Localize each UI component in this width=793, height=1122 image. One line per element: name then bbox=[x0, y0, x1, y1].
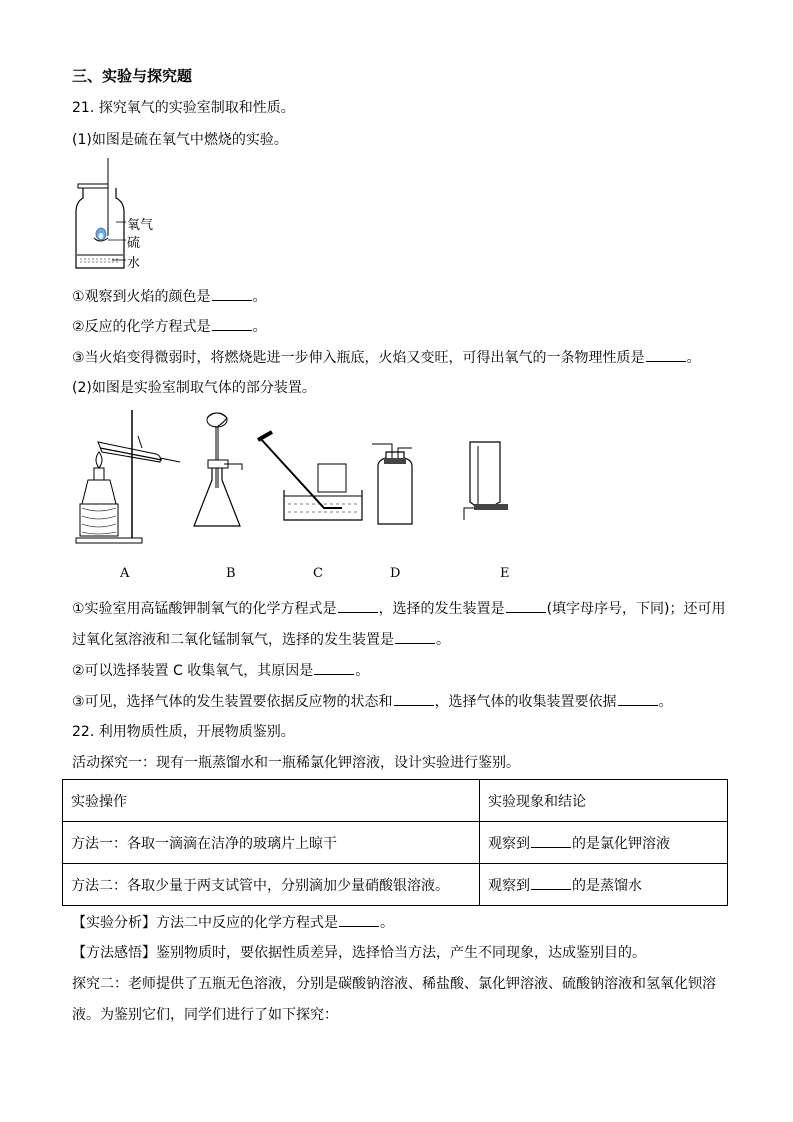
section-title: 三、实验与探究题 bbox=[72, 67, 193, 85]
q21-p1-q2 bbox=[72, 316, 267, 337]
oxygen-label: 氧气 bbox=[127, 218, 154, 233]
q22-analysis-text: 【实验分析】方法二中反应的化学方程式是 bbox=[72, 915, 338, 931]
result-text: 观察到 bbox=[488, 877, 530, 894]
q21-p1-q1-text: ①观察到火焰的颜色是 bbox=[72, 289, 211, 305]
apparatus-label-e: E bbox=[500, 566, 510, 581]
q21-p1-q3-end: 。 bbox=[686, 350, 701, 366]
table-header: 实验现象和结论 bbox=[480, 780, 728, 822]
answer-blank[interactable] bbox=[212, 286, 252, 301]
apparatus-e bbox=[464, 442, 508, 520]
apparatus-label-a: A bbox=[120, 566, 130, 581]
q21-p2-q3-end: 。 bbox=[658, 694, 673, 710]
q21-p2-q3 bbox=[72, 691, 673, 712]
table-cell bbox=[480, 864, 728, 906]
q21-p2-q3-text-b: ，选择气体的收集装置要依据 bbox=[434, 694, 617, 710]
apparatus-a bbox=[76, 410, 180, 543]
result-text: 观察到 bbox=[488, 835, 530, 852]
q21-p1-q1-end: 。 bbox=[252, 289, 267, 305]
answer-blank[interactable] bbox=[395, 629, 435, 644]
apparatus-d bbox=[372, 444, 412, 524]
apparatus-label-c: C bbox=[313, 566, 323, 581]
q21-p1-q2-text: ②反应的化学方程式是 bbox=[72, 319, 211, 335]
q21-p2-q1-cont-text: 过氧化氢溶液和二氧化锰制氧气，选择的发生装置是 bbox=[72, 632, 394, 648]
q21-p2-q1-cont-end: 。 bbox=[436, 632, 450, 648]
result-text: 的是蒸馏水 bbox=[572, 877, 642, 894]
apparatus-label-b: B bbox=[226, 566, 236, 581]
q22-analysis bbox=[72, 912, 394, 933]
identification-table bbox=[62, 779, 728, 906]
table-row bbox=[63, 864, 728, 906]
apparatus-b bbox=[194, 413, 242, 526]
q21-p2-q1-text-a: ①实验室用高锰酸钾制氧气的化学方程式是 bbox=[72, 601, 337, 617]
answer-blank[interactable] bbox=[314, 660, 354, 675]
answer-blank[interactable] bbox=[394, 691, 434, 706]
apparatus-c bbox=[258, 432, 362, 520]
q22-inquiry2-line2: 液。为鉴别它们，同学们进行了如下探究： bbox=[72, 1007, 338, 1023]
q22-title: 22. 利用物质性质，开展物质鉴别。 bbox=[72, 724, 295, 740]
answer-blank[interactable] bbox=[338, 598, 378, 613]
answer-blank[interactable] bbox=[531, 875, 571, 890]
q21-p1-q2-end: 。 bbox=[252, 319, 267, 335]
q21-p2-q2-text: ②可以选择装置 C 收集氧气，其原因是 bbox=[72, 663, 314, 679]
answer-blank[interactable] bbox=[339, 912, 379, 927]
table-row bbox=[63, 822, 728, 864]
q21-title: 21. 探究氧气的实验室制取和性质。 bbox=[72, 100, 295, 116]
q22-reflection: 【方法感悟】鉴别物质时，要依据性质差异，选择恰当方法，产生不同现象，达成鉴别目的。 bbox=[72, 945, 646, 961]
answer-blank[interactable] bbox=[212, 316, 252, 331]
q22-analysis-end: 。 bbox=[380, 915, 394, 931]
table-cell bbox=[480, 822, 728, 864]
table-header: 实验操作 bbox=[63, 780, 480, 822]
result-text: 的是氯化钾溶液 bbox=[572, 835, 670, 852]
q21-p2-q2-end: 。 bbox=[355, 663, 370, 679]
q21-part2-intro: (2)如图是实验室制取气体的部分装置。 bbox=[72, 380, 316, 396]
table-cell: 方法二：各取少量于两支试管中，分别滴加少量硝酸银溶液。 bbox=[63, 864, 480, 906]
apparatus-figure bbox=[72, 408, 532, 550]
q21-p2-q3-text-a: ③可见，选择气体的发生装置要依据反应物的状态和 bbox=[72, 694, 393, 710]
table-header-row bbox=[63, 780, 728, 822]
sulfur-label: 硫 bbox=[127, 236, 141, 251]
answer-blank[interactable] bbox=[531, 833, 571, 848]
q21-p2-q1 bbox=[72, 598, 726, 619]
q21-p1-q3-text: ③当火焰变得微弱时，将燃烧匙进一步伸入瓶底，火焰又变旺，可得出氧气的一条物理性质是 bbox=[72, 350, 645, 366]
q22-activity1: 活动探究一：现有一瓶蒸馏水和一瓶稀氯化钾溶液，设计实验进行鉴别。 bbox=[72, 755, 520, 771]
q21-p2-q1-cont bbox=[72, 629, 450, 650]
q21-p2-q1-text-c: (填字母序号，下同)；还可用 bbox=[546, 601, 726, 617]
apparatus-label-d: D bbox=[390, 566, 401, 581]
q22-inquiry2-line1: 探究二：老师提供了五瓶无色溶液，分别是碳酸钠溶液、稀盐酸、氯化钾溶液、硫酸钠溶液和氢氧化钡溶 bbox=[72, 976, 716, 992]
q21-part1-intro: (1)如图是硫在氧气中燃烧的实验。 bbox=[72, 132, 288, 148]
q21-p2-q1-text-b: ，选择的发生装置是 bbox=[378, 601, 505, 617]
answer-blank[interactable] bbox=[506, 598, 546, 613]
water-label: 水 bbox=[127, 256, 141, 271]
q21-p1-q1 bbox=[72, 286, 267, 307]
q21-p1-q3 bbox=[72, 347, 701, 368]
answer-blank[interactable] bbox=[618, 691, 658, 706]
answer-blank[interactable] bbox=[646, 347, 686, 362]
table-cell: 方法一：各取一滴滴在洁净的玻璃片上晾干 bbox=[63, 822, 480, 864]
q21-p2-q2 bbox=[72, 660, 369, 681]
